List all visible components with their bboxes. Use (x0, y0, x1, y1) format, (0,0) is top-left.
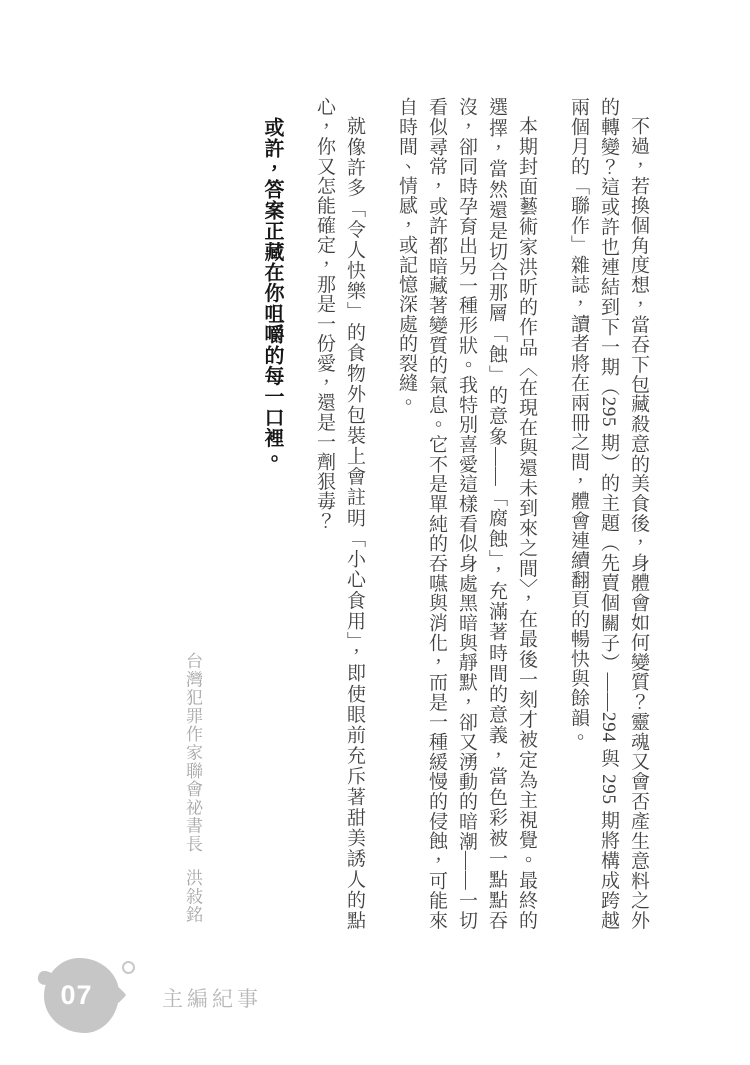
pull-quote: 或許，答案正藏在你咀嚼的每一口裡。 (261, 117, 283, 469)
editor-note-article (257, 97, 653, 930)
paragraph-1: 不過，若換個角度想，當吞下包藏殺意的美食後，身體會如何變質？靈魂又會否產生意料之外的轉變？這或許也連結到下一期（295 期）的主題（先賣個關子）——294 與 295 期將構成跨越兩個月的「聯作」雜誌，讀者將在兩冊之間，體會連續翻頁的暢快與餘韻。 (568, 97, 649, 930)
author-attribution (180, 652, 205, 924)
ring-dot-icon (122, 961, 135, 974)
author-name: 洪敍銘 (183, 869, 202, 925)
author-title: 台灣犯罪作家聯會祕書長 (183, 652, 202, 854)
page-number: 07 (60, 980, 93, 1010)
section-title: 主編紀事 (162, 987, 262, 1011)
paragraph-3: 就像許多「令人快樂」的食物外包裝上會註明「小心食用」，即使眼前充斥著甜美誘人的點心，你又怎能確定，那是一份愛，還是一劑狠毒？ (314, 97, 365, 930)
paragraph-2: 本期封面藝術家洪昕的作品〈在現在與還未到來之間〉，在最後一刻才被定為主視覺。最終的選擇，當然還是切合那層「蝕」的意象——「腐蝕」，充滿著時間的意義，當色彩被一點點吞沒，卻同時孕育出另一種形狀。我特別喜愛這樣看似身處黑暗與靜默，卻又湧動的暗潮——一切看似尋常，或許都暗藏著變質的氣息。它不是單純的吞嚥與消化，而是一種緩慢的侵蝕，可能來自時間、情感，或記憶深處的裂縫。 (396, 97, 537, 930)
page-number-badge (44, 958, 119, 1033)
